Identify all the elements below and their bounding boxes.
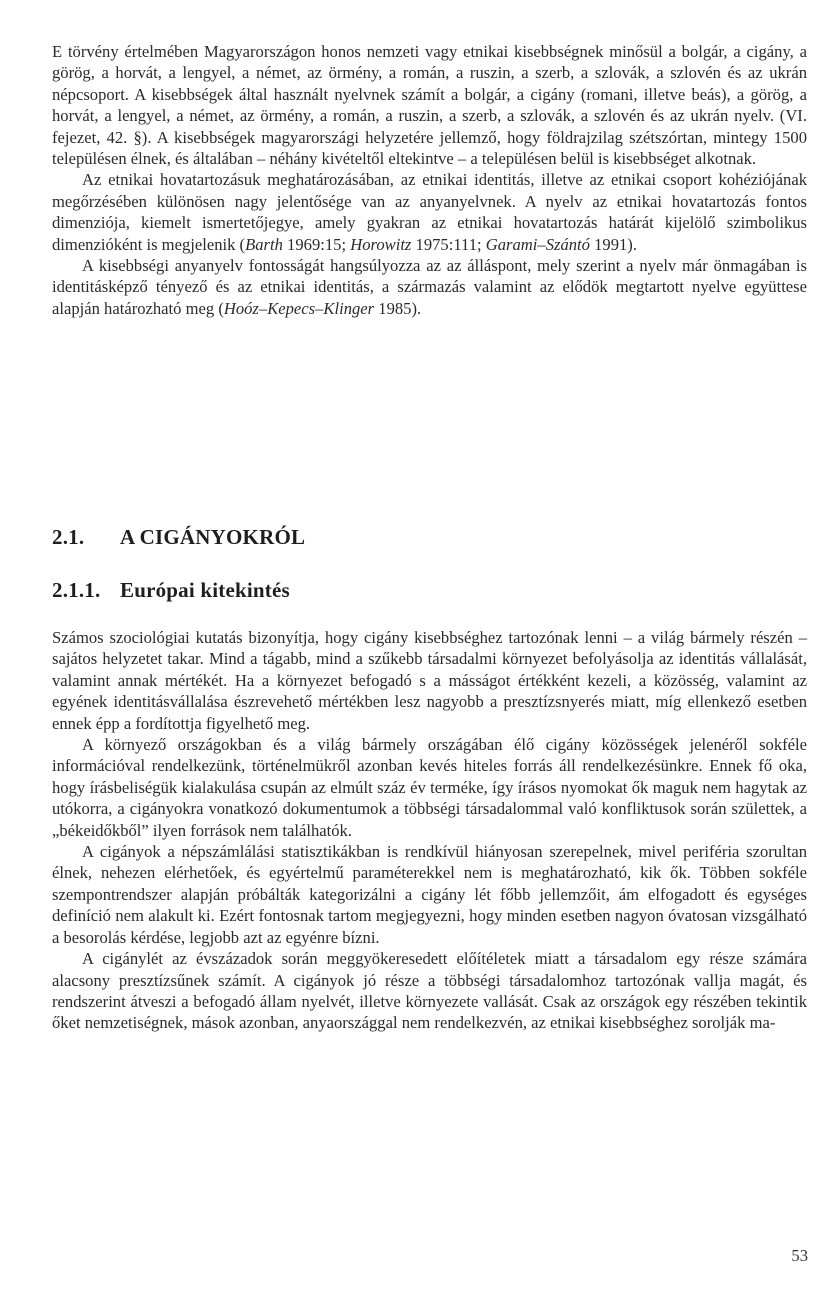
paragraph-text: A környező országokban és a világ bármely országában élő cigány közösségek jelenéről sokféle információval rendelkezünk, történelmükről azonban kevés hiteles forrás áll rendelkezésünkre. Ennek fő oka, hogy írásbeliségük kialakulása csupán az elmúlt száz év terméke, így írásos nyomokat ők maguk nem hagytak az utókorra, a cigányokra vonatkozó dokumentumok a többségi társadalommal való konfliktusok során születtek, a „békeidőkből” ilyen források nem találhatók. [52, 735, 807, 840]
paragraph-text: Az etnikai hovatartozásuk meghatározásában, az etnikai identitás, illetve az etnikai csoport kohéziójának megőrzésében különösen nagy jelentősége van az anyanyelvnek. A nyelv az etnikai hovatartozás fontos dimenziója, kiemelt ismertetőjegye, amely gyakran az etnikai hovatartozás határát kijelölő szimbolikus dimenzióként is megjelenik ( [52, 170, 807, 254]
paragraph-text: A cigánylét az évszázadok során meggyökeresedett előítéletek miatt a társadalom egy része számára alacsony presztízsűnek számít. A cigányok jó része a többségi társadalomhoz tartozónak vallja magát, és rendszerint átveszi a befogadó állam nyelvét, illetve környezete vallását. Csak az országok egy részében tekintik őket nemzetiségnek, mások azonban, anyaországgal nem rendelkezvén, az etnikai kisebbséghez sorolják ma- [52, 949, 807, 1033]
paragraph-text: Számos szociológiai kutatás bizonyítja, hogy cigány kisebbséghez tartozónak lenni – a világ bármely részén – sajátos helyzetet takar. Mind a tágabb, mind a szűkebb társadalmi környezet befolyásolja az identitás vállalását, valamint annak mértékét. Ha a környezet befogadó s a másságot értékként kezeli, a közösség, valamint az egyének identitásvállalása észrevehető mértékben lesz nagyobb a presztízsnyerés miatt, míg ellenkező esetben ennek épp a fordítottja figyelhető meg. [52, 628, 807, 733]
paragraph-text: 1985). [374, 298, 422, 318]
paragraph [52, 255, 807, 319]
subsection-title: Európai kitekintés [120, 578, 290, 602]
subsection-heading [52, 578, 290, 603]
paragraph [52, 734, 807, 841]
page-number: 53 [791, 1246, 808, 1265]
subsection-number: 2.1.1. [52, 578, 101, 602]
paragraph-text: 1975:111; [411, 234, 486, 254]
paragraph [52, 41, 807, 169]
citation-author: Barth [245, 234, 283, 254]
paragraph-text: A cigányok a népszámlálási statisztikákban is rendkívül hiányosan szerepelnek, mivel periféria szorultan élnek, nehezen elérhetőek, és egyértelmű paraméterekkel nem is meghatározható, kik ők. Többen sokféle szempontrendszer alapján próbálták kategorizálni a cigány lét főbb jellemzőit, ám elfogadott és egységes definíció nem alakult ki. Ezért fontosnak tartom megjegyezni, hogy minden esetben nagyon óvatosan vizsgálható a besorolás kérdése, legjobb azt az egyénre bízni. [52, 842, 807, 947]
paragraph-text: 1969:15; [282, 234, 351, 254]
paragraph [52, 169, 807, 255]
citation-author: Horowitz [350, 234, 412, 254]
paragraph-text: E törvény értelmében Magyarországon honos nemzeti vagy etnikai kisebbségnek minősül a bolgár, a cigány, a görög, a horvát, a lengyel, a német, az örmény, a román, a ruszin, a szerb, a szlovák, a szlovén és az ukrán népcsoport. A kisebbségek által használt nyelvnek számít a bolgár, a cigány (romani, illetve beás), a görög, a horvát, a lengyel, a német, az örmény, a román, a ruszin, a szerb, a szlovák, a szlovén és az ukrán nyelv. (VI. fejezet, 42. §). A kisebbségek magyarországi helyzetére jellemző, hogy földrajzilag szétszórtan, mintegy 1500 településen élnek, és általában – néhány kivételtől eltekintve – a településen belül is kisebbséget alkotnak. [52, 42, 807, 169]
section-heading [52, 525, 305, 550]
section-title: A CIGÁNYOKRÓL [120, 525, 306, 549]
paragraph-text: A kisebbségi anyanyelv fontosságát hangsúlyozza az az álláspont, mely szerint a nyelv már önmagában is identitásképző tényező és az etnikai identitás, a származás valamint az elődök megtartott nyelve együttese alapján határozható meg ( [52, 256, 807, 318]
intro-text-block [52, 41, 807, 319]
paragraph [52, 627, 807, 734]
paragraph [52, 841, 807, 948]
section-text-block [52, 627, 807, 1034]
section-number: 2.1. [52, 525, 85, 549]
paragraph-text: 1991). [589, 234, 637, 254]
citation-author: Garami–Szántó [485, 234, 590, 254]
paragraph [52, 948, 807, 1034]
citation-author: Hoóz–Kepecs–Klinger [223, 298, 375, 318]
